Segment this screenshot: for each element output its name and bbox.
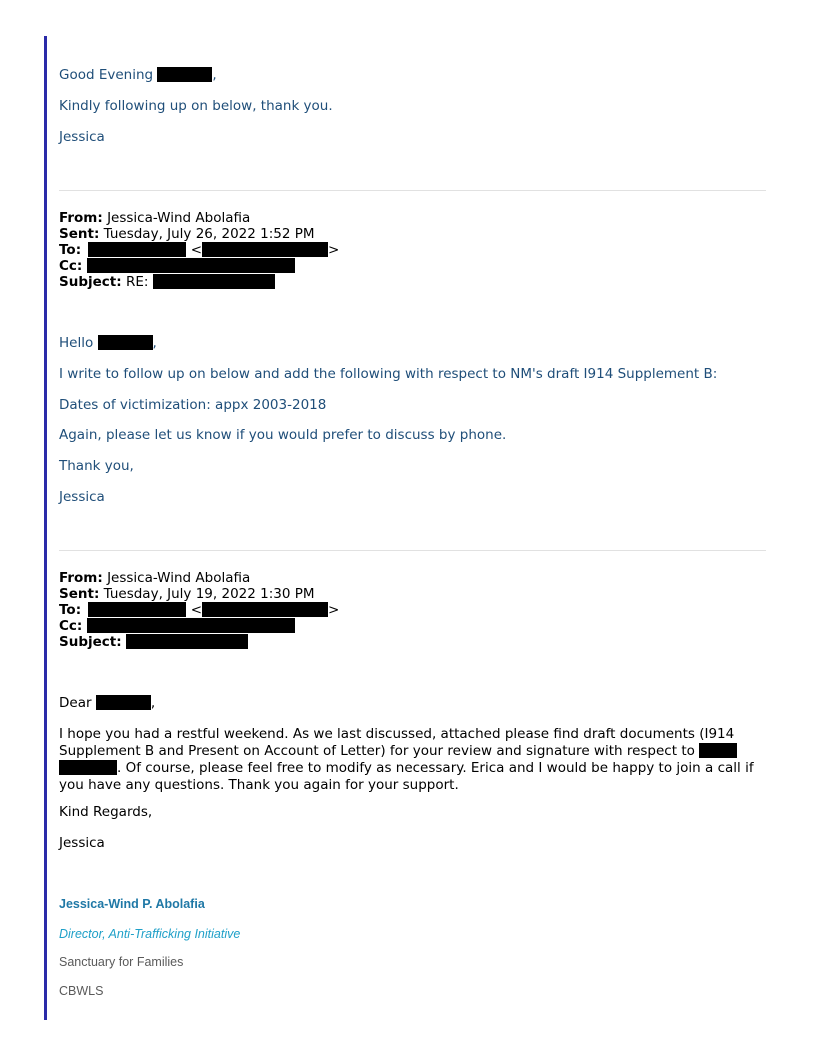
greeting-line <box>59 67 217 84</box>
cc-row <box>59 618 339 634</box>
redaction <box>88 242 186 257</box>
sent-row <box>59 226 339 242</box>
closing: Kind Regards, <box>59 804 153 820</box>
body-line: Dates of victimization: appx 2003-2018 <box>59 397 327 413</box>
message-header <box>59 210 339 290</box>
redaction <box>126 634 248 649</box>
greeting-text: Good Evening <box>59 67 154 83</box>
greeting-comma: , <box>150 695 156 711</box>
redaction <box>202 242 328 257</box>
from-label: From: <box>59 210 103 226</box>
redaction <box>96 695 151 710</box>
body-line: Kindly following up on below, thank you. <box>59 98 333 114</box>
body-line: I write to follow up on below and add the following with respect to NM's draft I914 Supplement B: <box>59 366 718 382</box>
signature-unit: CBWLS <box>59 984 104 998</box>
redaction <box>157 67 212 82</box>
signoff: Jessica <box>59 835 105 851</box>
redaction <box>87 618 295 633</box>
redaction <box>98 335 153 350</box>
redaction <box>59 760 117 775</box>
sent-label: Sent: <box>59 586 100 602</box>
body-text: . Of course, please feel free to modify as necessary. Erica and I would be happy to join a call if you have any questions. Thank you again for your support. <box>59 760 754 793</box>
greeting-comma: , <box>152 335 157 351</box>
from-row <box>59 570 339 586</box>
from-row <box>59 210 339 226</box>
message-header <box>59 570 339 650</box>
signoff: Jessica <box>59 489 105 505</box>
body-line: Again, please let us know if you would prefer to discuss by phone. <box>59 427 507 443</box>
redaction <box>202 602 328 617</box>
cc-label: Cc: <box>59 618 83 634</box>
sent-label: Sent: <box>59 226 100 242</box>
to-lt: < <box>190 602 202 618</box>
to-label: To: <box>59 602 82 618</box>
cc-label: Cc: <box>59 258 83 274</box>
greeting-line <box>59 335 157 352</box>
body-text: I hope you had a restful weekend. As we last discussed, attached please find draft documents (I914 Supplement B and Present on Account of Letter) for your review and signature with respect to <box>59 726 735 759</box>
greeting-text: Hello <box>59 335 94 351</box>
to-label: To: <box>59 242 82 258</box>
redaction <box>87 258 295 273</box>
signature-org: Sanctuary for Families <box>59 955 184 969</box>
greeting-text: Dear <box>59 695 92 711</box>
signature-title: Director, Anti-Trafficking Initiative <box>59 927 241 941</box>
redaction <box>88 602 186 617</box>
sent-value: Tuesday, July 19, 2022 1:30 PM <box>103 586 315 602</box>
redaction <box>699 743 737 758</box>
body-paragraph <box>59 726 759 794</box>
signature-name: Jessica-Wind P. Abolafia <box>59 897 205 911</box>
to-row <box>59 602 339 618</box>
subject-label: Subject: <box>59 274 122 290</box>
to-gt: > <box>328 602 340 618</box>
greeting-line <box>59 695 155 712</box>
redaction <box>153 274 275 289</box>
cc-row <box>59 258 339 274</box>
subject-row <box>59 634 339 650</box>
from-value: Jessica-Wind Abolafia <box>107 570 251 586</box>
sent-row <box>59 586 339 602</box>
to-gt: > <box>328 242 340 258</box>
to-row <box>59 242 339 258</box>
subject-prefix: RE: <box>125 274 149 290</box>
to-lt: < <box>190 242 202 258</box>
separator <box>59 550 766 551</box>
quote-bar <box>44 36 47 1020</box>
sent-value: Tuesday, July 26, 2022 1:52 PM <box>103 226 315 242</box>
greeting-comma: , <box>212 67 217 83</box>
subject-label: Subject: <box>59 634 122 650</box>
separator <box>59 190 766 191</box>
signoff: Jessica <box>59 129 105 145</box>
from-value: Jessica-Wind Abolafia <box>107 210 251 226</box>
closing: Thank you, <box>59 458 134 474</box>
from-label: From: <box>59 570 103 586</box>
subject-row <box>59 274 339 290</box>
